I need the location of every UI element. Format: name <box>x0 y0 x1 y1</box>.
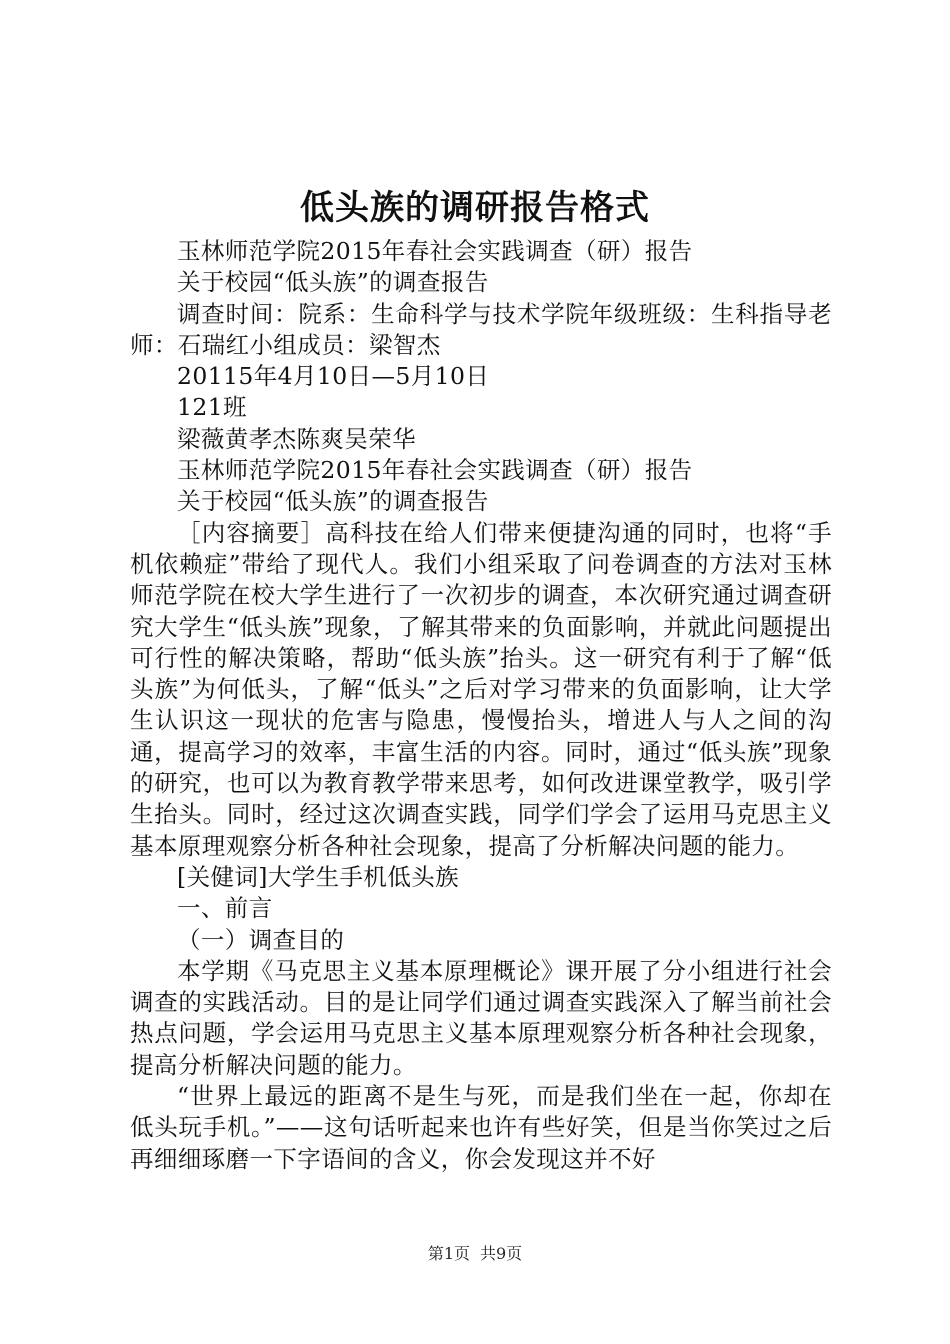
page-total: 共9页 <box>480 1244 523 1263</box>
keywords-paragraph: [关健词]大学生手机低头族 <box>177 862 460 891</box>
paragraph: 本学期《马克思主义基本原理概论》课开展了分小组进行社会调查的实践活动。目的是让同学们通过调查实践深入了解当前社会热点问题，学会运用马克思主义基本原理观察分析各种社会现象，提高分析解决问题的能力。 <box>130 956 832 1079</box>
paragraph: 梁薇黄孝杰陈爽吴荣华 <box>177 424 416 453</box>
abstract-paragraph: ［内容摘要］高科技在给人们带来便捷沟通的同时，也将“手机依赖症”带给了现代人。我们小组采取了问卷调查的方法对玉林师范学院在校大学生进行了一次初步的调查，本次研究通过调查研究大学生“低头族”现象，了解其带来的负面影响，并就此问题提出可行性的解决策略，帮助“低头族”抬头。这一研究有利于了解“低头族”为何低头，了解“低头”之后对学习带来的负面影响，让大学生认识这一现状的危害与隐患，慢慢抬头，增进人与人之间的沟通，提高学习的效率，丰富生活的内容。同时，通过“低头族”现象的研究，也可以为教育教学带来思考，如何改进课堂教学，吸引学生抬头。同时，经过这次调查实践，同学们学会了运用马克思主义基本原理观察分析各种社会现象，提高了分析解决问题的能力。 <box>130 518 832 860</box>
paragraph: “世界上最远的距离不是生与死，而是我们坐在一起，你却在低头玩手机。”——这句话听起来也许有些好笑，但是当你笑过之后再细细琢磨一下字语间的含义，你会发现这并不好 <box>130 1082 832 1173</box>
subsection-heading: （一）调查目的 <box>177 925 345 954</box>
paragraph: 121班 <box>177 393 247 422</box>
document-body <box>130 236 832 1175</box>
section-heading: 一、前言 <box>177 894 273 923</box>
document-title: 低头族的调研报告格式 <box>300 188 650 228</box>
paragraph: 关于校园“低头族”的调查报告 <box>177 487 489 516</box>
page-number: 第1页 <box>427 1244 470 1263</box>
page-footer <box>0 1243 950 1265</box>
paragraph: 关于校园“低头族”的调查报告 <box>177 268 489 297</box>
paragraph: 调查时间：院系：生命科学与技术学院年级班级：生科指导老师：石瑞红小组成员：梁智杰 <box>130 299 832 359</box>
paragraph: 玉林师范学院2015年春社会实践调查（研）报告 <box>177 456 693 485</box>
paragraph: 20115年4月10日—5月10日 <box>177 362 490 391</box>
paragraph: 玉林师范学院2015年春社会实践调查（研）报告 <box>177 237 693 265</box>
